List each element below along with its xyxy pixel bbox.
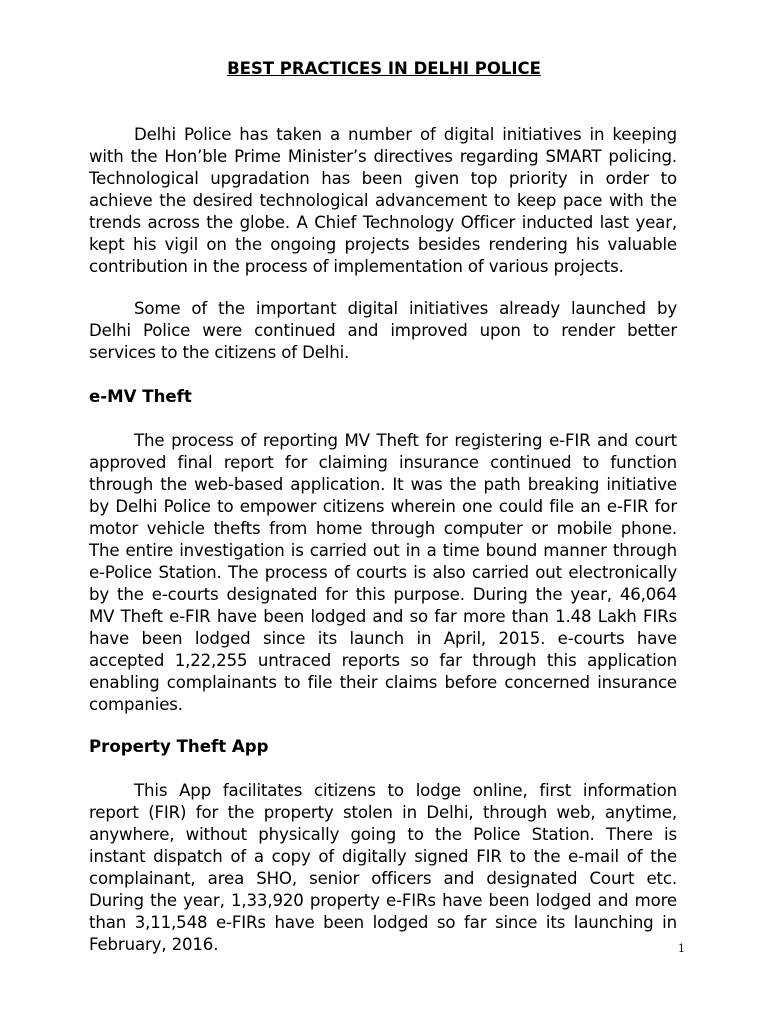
section-body-property-theft-app: This App facilitates citizens to lodge online, first information report (FIR) for the property stolen in Delhi, through web, anytime, anywhere, without physically going to the Police Station. There is instant dispatch of a copy of digitally signed FIR to the e-mail of the complainant, area SHO, senior officers and designated Court etc. During the year, 1,33,920 property e-FIRs have been lodged and more than 3,11,548 e-FIRs have been lodged so far since its launching in February, 2016. xyxy=(89,781,677,954)
page-number: 1 xyxy=(678,942,685,955)
intro-paragraph-2: Some of the important digital initiatives already launched by Delhi Police were continued and improved upon to render better services to the citizens of Delhi. xyxy=(89,299,677,362)
section-heading-emv-theft: e-MV Theft xyxy=(89,387,192,406)
intro-paragraph-1: Delhi Police has taken a number of digital initiatives in keeping with the Hon’ble Prime Minister’s directives regarding SMART policing. Technological upgradation has been given top priority in order to achieve the desired technological advancement to keep pace with the trends across the globe. A Chief Technology Officer inducted last year, kept his vigil on the ongoing projects besides rendering his valuable contribution in the process of implementation of various projects. xyxy=(89,125,677,276)
section-heading-property-theft-app: Property Theft App xyxy=(89,737,269,756)
document-title: BEST PRACTICES IN DELHI POLICE xyxy=(227,59,541,78)
section-body-emv-theft: The process of reporting MV Theft for registering e-FIR and court approved final report for claiming insurance continued to function through the web-based application. It was the path breaking initiative by Delhi Police to empower citizens wherein one could file an e-FIR for motor vehicle thefts from home through computer or mobile phone. The entire investigation is carried out in a time bound manner through e-Police Station. The process of courts is also carried out electronically by the e-courts designated for this purpose. During the year, 46,064 MV Theft e-FIR have been lodged and so far more than 1.48 Lakh FIRs have been lodged since its launch in April, 2015. e-courts have accepted 1,22,255 untraced reports so far through this application enabling complainants to file their claims before concerned insurance companies. xyxy=(89,431,677,714)
